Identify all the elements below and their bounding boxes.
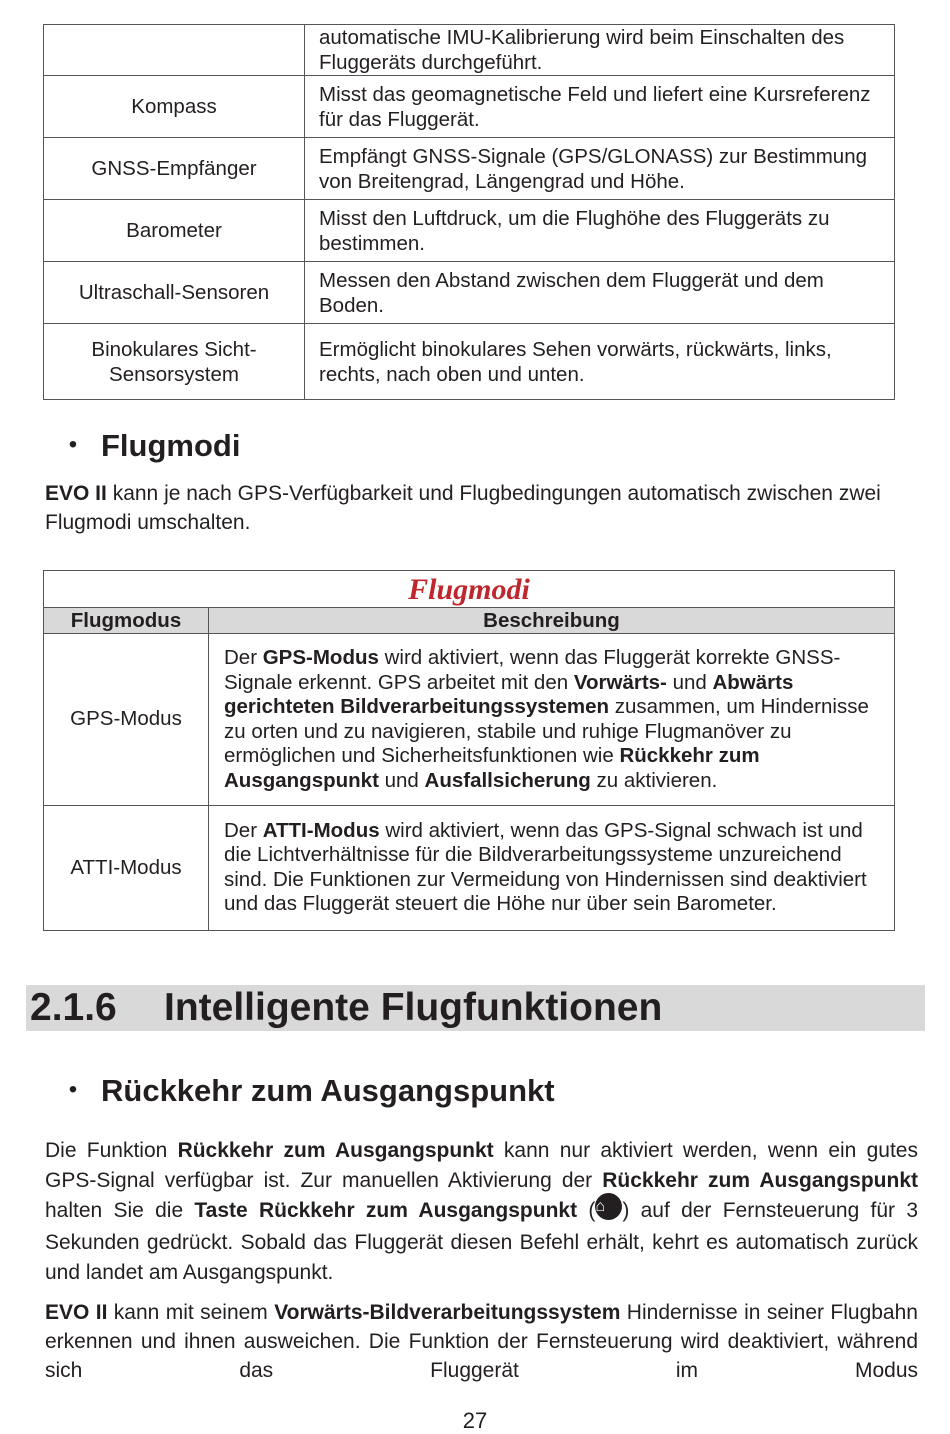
description-cell: Misst den Luftdruck, um die Flughöhe des Fluggeräts zu bestimmen. (305, 200, 895, 262)
description-cell: Empfängt GNSS-Signale (GPS/GLONASS) zur Bestimmung von Breitengrad, Längengrad und Höhe. (305, 138, 895, 200)
bold-text: Abwärts gerichteten Bildverarbeitungssystemen (224, 670, 794, 718)
modes-table-body (44, 608, 894, 930)
mode-description (209, 634, 895, 806)
section-heading (26, 985, 925, 1031)
table-row (44, 76, 895, 138)
mode-cell: GPS-Modus (44, 634, 209, 806)
text: kann nur aktiviert werden, wenn ein gutes GPS-Signal verfügbar ist. Zur manuellen Aktivierung der (45, 1139, 918, 1192)
component-cell: Barometer (44, 200, 305, 262)
text: und (666, 670, 713, 694)
table-row (44, 25, 895, 76)
table-row (44, 262, 895, 324)
sensor-table (43, 24, 895, 400)
rth-paragraph-2 (45, 1298, 918, 1385)
text: halten Sie die (45, 1199, 195, 1222)
bold-text: Rückkehr zum Ausgangspunkt (177, 1139, 494, 1162)
text: ) auf der Fernsteuerung für 3 Sekunden gedrückt. Sobald das Fluggerät diesen Befehl erhält, kehrt es automatisch zurück und landet am Ausgangspunkt. (45, 1199, 918, 1284)
component-cell: Ultraschall-Sensoren (44, 262, 305, 324)
flight-modes-table (43, 570, 895, 931)
bullet: • (68, 1075, 78, 1103)
component-cell (44, 25, 305, 76)
bold-text: Vorwärts-Bildverarbeitungssystem (274, 1301, 621, 1324)
bold-text: Taste Rückkehr zum Ausgangspunkt (194, 1199, 578, 1222)
mode-description (209, 806, 895, 930)
table-row (44, 200, 895, 262)
description-cell: Misst das geomagnetische Feld und liefert eine Kursreferenz für das Fluggerät. (305, 76, 895, 138)
bullet: • (68, 430, 78, 458)
rth-heading-text: Rückkehr zum Ausgangspunkt (101, 1073, 555, 1108)
column-header-mode: Flugmodus (44, 608, 209, 634)
text: wird aktiviert, wenn das Fluggerät korrekte GNSS-Signale erkennt. GPS arbeitet mit den (224, 646, 841, 694)
description-cell: Messen den Abstand zwischen dem Fluggerät und dem Boden. (305, 262, 895, 324)
product-name: EVO II (45, 482, 107, 505)
table-caption: Flugmodi (44, 571, 894, 608)
bold-text: Vorwärts- (573, 670, 667, 694)
description-cell: Ermöglicht binokulares Sehen vorwärts, rückwärts, links, rechts, nach oben und unten. (305, 324, 895, 400)
component-cell: Kompass (44, 76, 305, 138)
product-name: EVO II (45, 1301, 108, 1324)
column-header-description: Beschreibung (209, 608, 895, 634)
flugmodi-intro (45, 480, 905, 537)
header-row (44, 608, 894, 634)
table-row (44, 806, 894, 930)
text: zu aktivieren. (590, 768, 718, 792)
flugmodi-heading-text: Flugmodi (101, 428, 241, 463)
text: Die Funktion (45, 1139, 178, 1162)
table-row (44, 138, 895, 200)
section-title: Intelligente Flugfunktionen (164, 986, 663, 1029)
flugmodi-heading (45, 428, 240, 464)
bold-text: Ausfallsicherung (424, 768, 591, 792)
text: Der (224, 818, 263, 842)
text: zusammen, um Hindernisse zu orten und zu navigieren, stabile und ruhige Flugmanöver zu ermöglichen und Sicherheitsfunktionen wie (224, 695, 869, 767)
mode-cell: ATTI-Modus (44, 806, 209, 930)
intro-text: kann je nach GPS-Verfügbarkeit und Flugbedingungen automatisch zwischen zwei Flugmodi umschalten. (45, 482, 881, 534)
text: ( (577, 1199, 596, 1222)
text: und (378, 768, 425, 792)
description-cell: automatische IMU-Kalibrierung wird beim Einschalten des Fluggeräts durchgeführt. (305, 25, 895, 76)
bold-text: ATTI-Modus (262, 818, 380, 842)
text: Hindernisse in seiner Flugbahn erkennen und ihnen ausweichen. Die Funktion der Fernsteuerung wird deaktiviert, während sich das Fluggerät im Modus (45, 1301, 918, 1382)
bold-text: Rückkehr zum Ausgangspunkt (224, 744, 760, 792)
text: kann mit seinem (107, 1301, 275, 1324)
text: wird aktiviert, wenn das GPS-Signal schwach ist und die Lichtverhältnisse für die Bildverarbeitungssysteme unzureichend sind. Die Funktionen zur Vermeidung von Hindernissen sind deaktiviert und das Fluggerät steuert die Höhe nur über sein Barometer. (224, 818, 867, 916)
bold-text: Rückkehr zum Ausgangspunkt (602, 1169, 918, 1192)
bold-text: GPS-Modus (262, 646, 379, 669)
rth-heading (45, 1073, 555, 1109)
section-number: 2.1.6 (30, 986, 117, 1029)
rth-paragraph-1 (45, 1136, 918, 1288)
page-number: 27 (462, 1408, 488, 1433)
home-button-icon: ⌂ (595, 1193, 622, 1220)
table-row (44, 324, 895, 400)
text: Der (224, 646, 263, 669)
component-cell: Binokulares Sicht-Sensorsystem (44, 324, 305, 400)
component-cell: GNSS-Empfänger (44, 138, 305, 200)
table-row (44, 634, 894, 806)
